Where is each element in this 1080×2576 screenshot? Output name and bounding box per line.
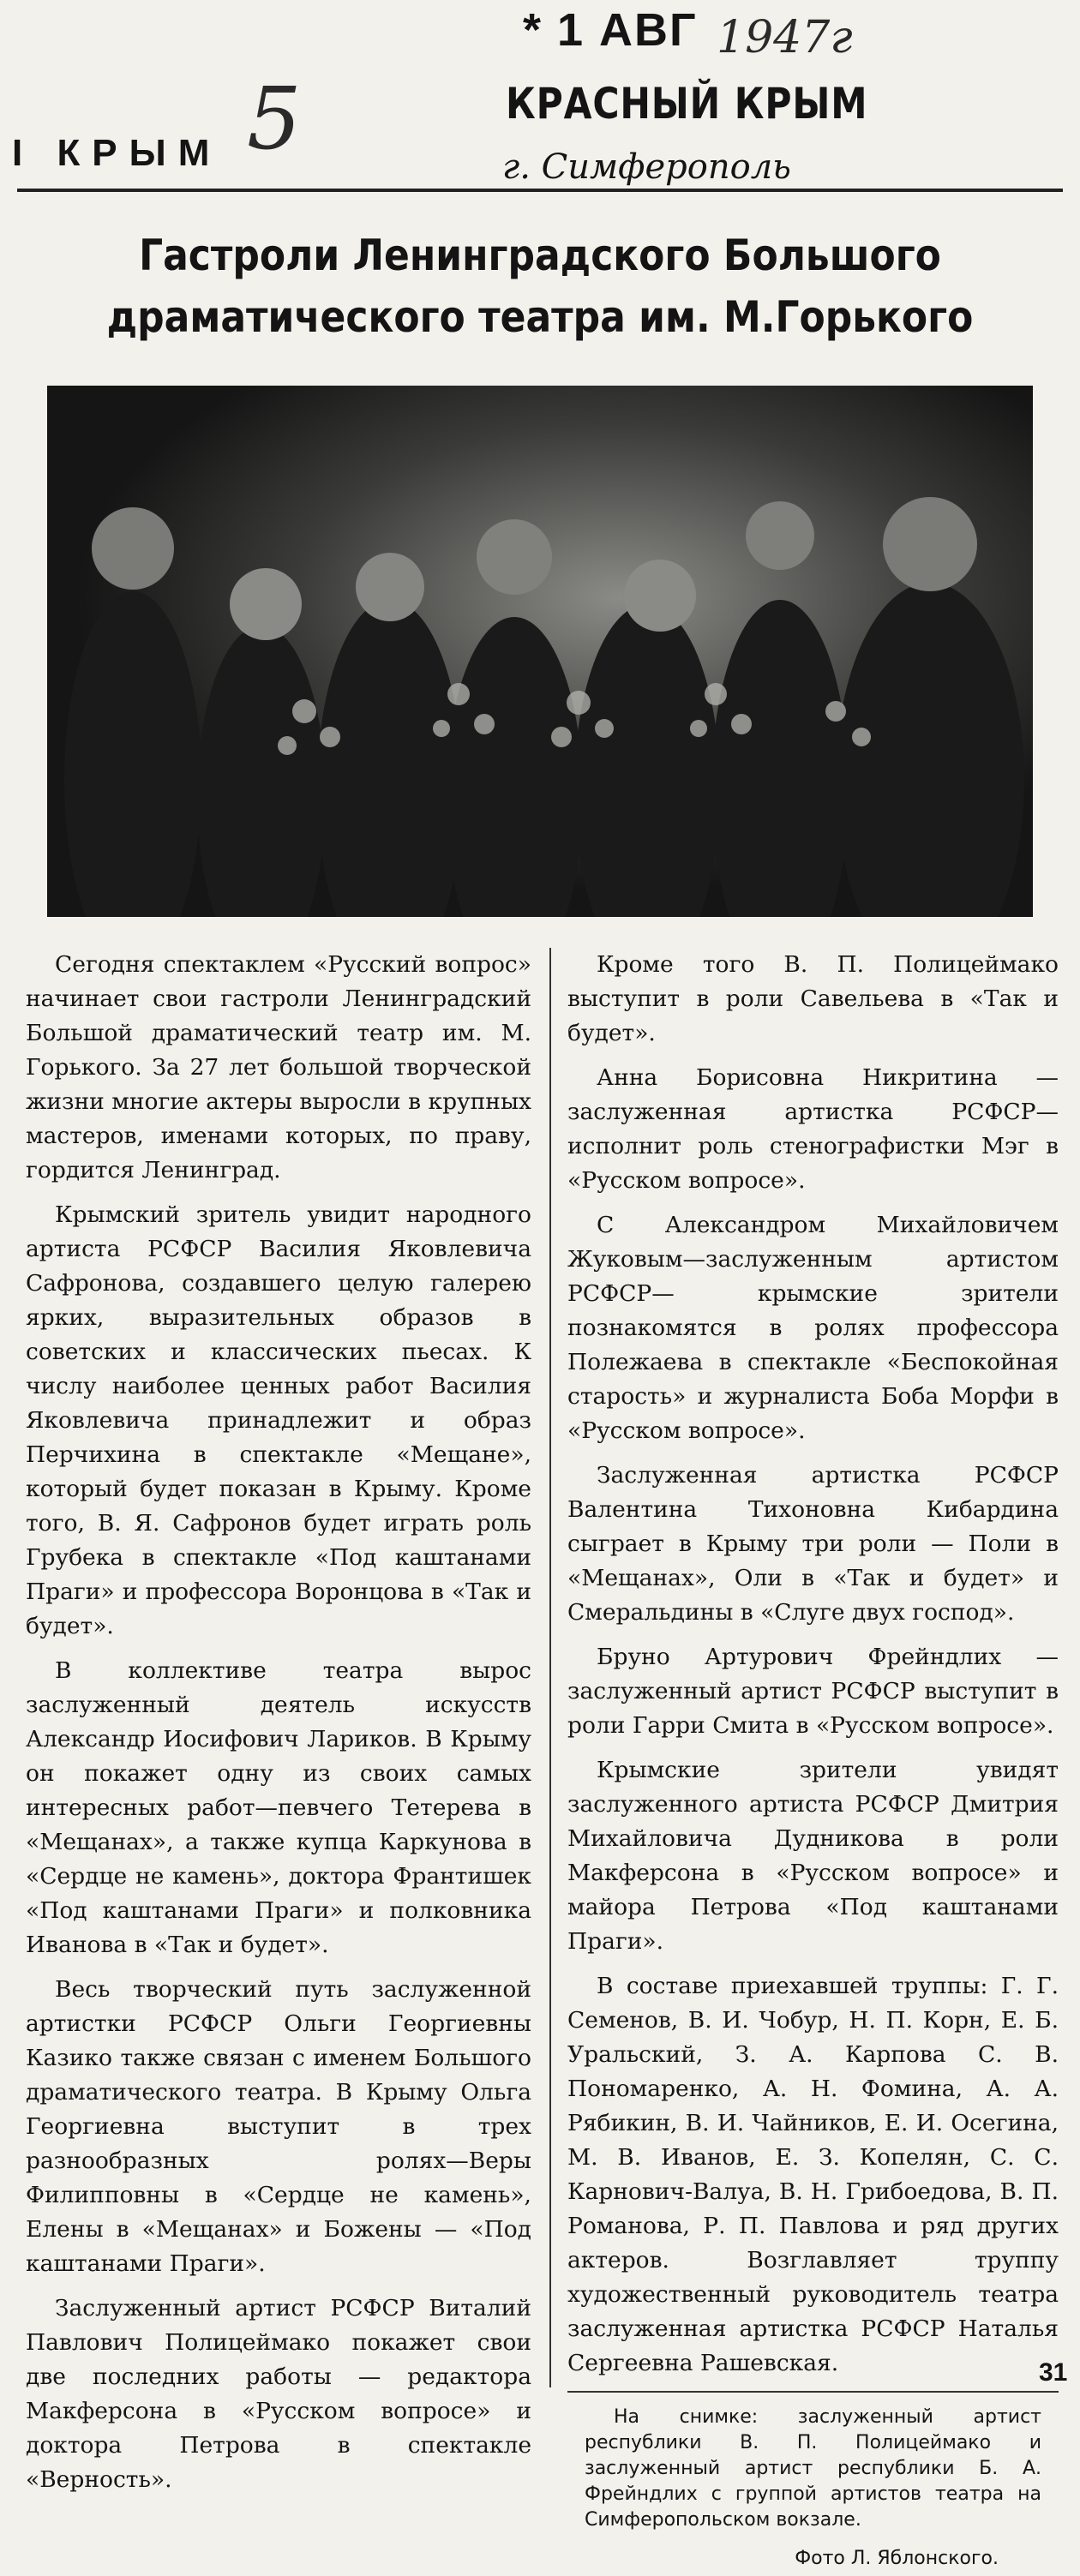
paragraph: Бруно Артурович Фрейндлих — заслуженный артист РСФСР выступит в роли Гарри Смита в «Русском вопросе». [567, 1644, 1059, 1739]
paragraph: С Александром Михайловичем Жуковым—заслуженным артистом РСФСР— крымские зрители познакомятся в ролях профессора Полежаева в спектакле «Беспокойная старость» и журналиста Боба Морфи в «Русском вопросе». [567, 1212, 1059, 1444]
paragraph: В составе приехавшей труппы: Г. Г. Семенов, В. И. Чобур, Н. П. Корн, Е. Б. Уральский, З. А. Карпова С. В. Пономаренко, А. Н. Фомина, А. А. Рябикин, В. И. Чайников, Е. И. Осегина, М. В. Иванов, Е. З. Копелян, С. С. Карнович-Валуа, В. Н. Грибоедова, В. П. Романова, Р. П. Павлова и ряд других актеров. Возглавляет труппу художественный руководитель театра заслуженная артистка РСФСР Наталья Сергеевна Рашевская. [567, 1973, 1059, 2376]
newspaper-header [0, 0, 1080, 197]
paragraph: Сегодня спектаклем «Русский вопрос» начинает свои гастроли Ленинградский Большой драматический театр им. М. Горького. За 27 лет большой творческой жизни многие актеры выросли в крупных мастеров, именами которых, по праву, гордится Ленинград. [26, 951, 531, 1183]
paragraph: Крымский зритель увидит народного артиста РСФСР Василия Яковлевича Сафронова, создавшего целую галерею ярких, выразительных образов в советских и классических пьесах. К числу наиболее ценных работ Василия Яковлевича принадлежит и образ Перчихина в спектакле «Мещане», который будет показан в Крыму. Кроме того, В. Я. Сафронов будет играть роль Грубека в спектакле «Под каштанами Праги» и профессора Воронцова в «Так и будет». [26, 1201, 531, 1639]
photo-caption: На снимке: заслуженный артист республики В. П. Полицеймако и заслуженный артист республики Б. А. Фрейндлих с группой артистов театра на Симферопольском вокзале. [585, 2406, 1041, 2531]
paragraph: Анна Борисовна Никритина — заслуженная артистка РСФСР—исполнит роль стенографистки Мэг в «Русском вопросе». [567, 1064, 1059, 1194]
date-stamp: * 1 АВГ [523, 4, 698, 56]
header-rule [17, 189, 1063, 192]
column-divider [549, 948, 551, 2387]
newspaper-masthead: КРАСНЫЙ КРЫМ [506, 79, 868, 129]
caption-rule [567, 2391, 1059, 2393]
group-photo-drawing [47, 386, 1033, 917]
paragraph: Весь творческий путь заслуженной артистки РСФСР Ольги Георгиевны Казико также связан с именем Большого драматического театра. В Крыму Ольга Георгиевна выступит в трех разнообразных ролях—Веры Филипповны в «Сердце не камень», Елены в «Мещанах» и Божены — «Под каштанами Праги». [26, 1976, 531, 2277]
group-photo-icon [47, 386, 1033, 917]
archive-number: 31 [1039, 2358, 1068, 2387]
article-headline: Гастроли Ленинградского Большого драматического театра им. М.Горького [106, 231, 974, 342]
article-columns [26, 948, 1059, 2569]
left-column [26, 948, 531, 2507]
photo-credit: Фото Л. Яблонского. [795, 2548, 999, 2569]
right-column [567, 948, 1059, 2576]
paragraph: Заслуженный артист РСФСР Виталий Павлович Полицеймако покажет свои две последних работы — редактора Макферсона в «Русском вопросе» и доктора Петрова в спектакле «Верность». [26, 2295, 531, 2493]
handwritten-year: 1947г [717, 12, 853, 63]
paragraph: В коллективе театра вырос заслуженный деятель искусств Александр Иосифович Лариков. В Крыму он покажет одну из своих самых интересных работ—певчего Тетерева в «Мещанах», а также купца Каркунова в «Сердце не камень», доктора Франтишек «Под каштанами Праги» и полковника Иванова в «Так и будет». [26, 1657, 531, 1958]
section-label: I КРЫМ [12, 132, 222, 174]
handwritten-page-mark: 5 [247, 69, 302, 169]
city-label: г. Симферополь [502, 147, 791, 187]
paragraph: Заслуженная артистка РСФСР Валентина Тихоновна Кибардина сыграет в Крыму три роли — Поли в «Мещанах», Оли в «Так и будет» и Смеральдины в «Слуге двух господ». [567, 1462, 1059, 1626]
paragraph: Крымские зрители увидят заслуженного артиста РСФСР Дмитрия Михайловича Дудникова в роли Макферсона в «Русском вопросе» и майора Петрова «Под каштанами Праги». [567, 1757, 1059, 1955]
paragraph: Кроме того В. П. Полицеймако выступит в роли Савельева в «Так и будет». [567, 951, 1059, 1046]
